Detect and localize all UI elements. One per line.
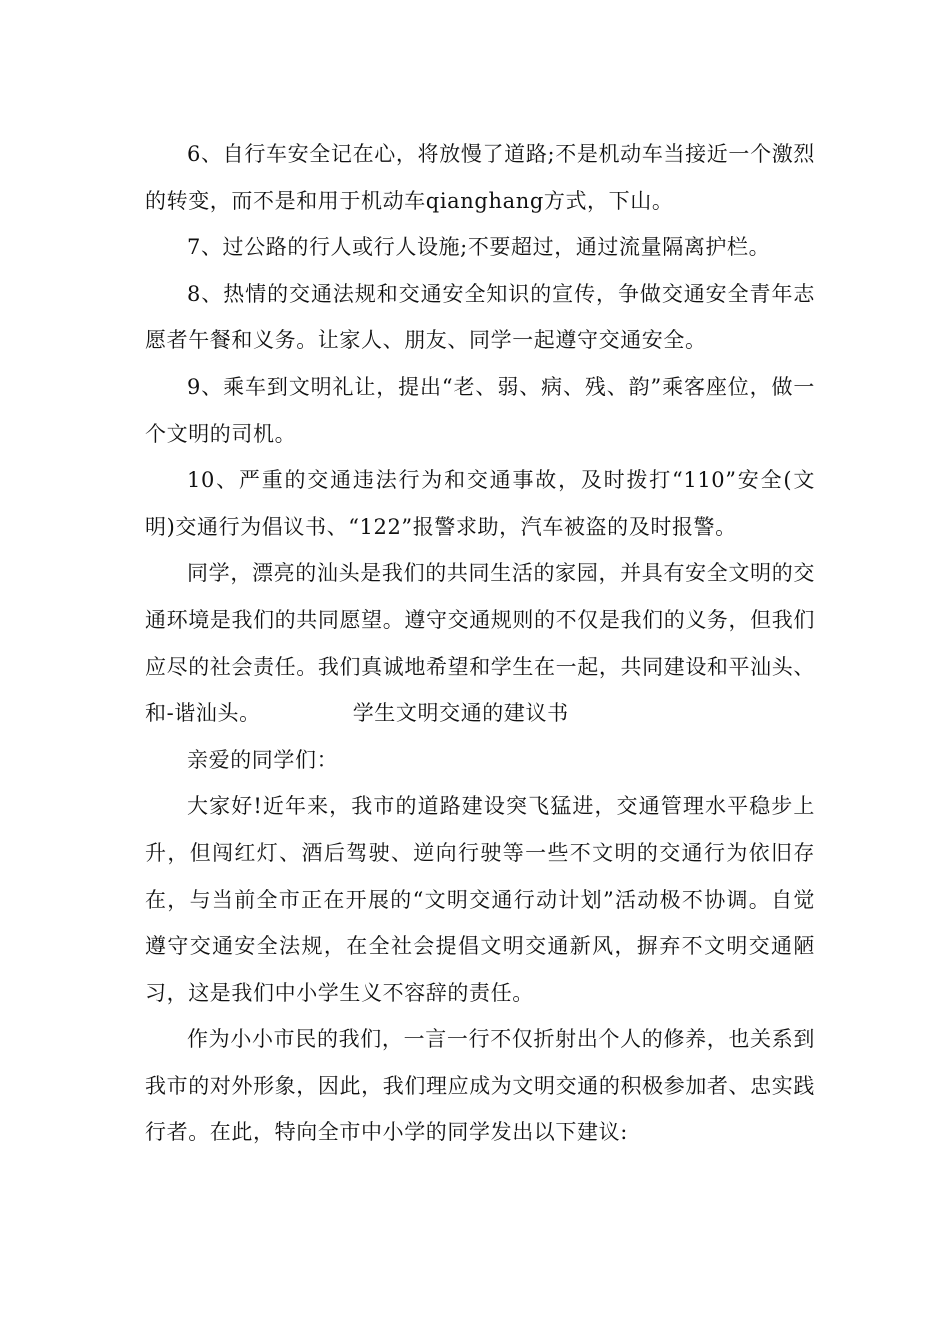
paragraph-item-8: 8、热情的交通法规和交通安全知识的宣传，争做交通安全青年志愿者午餐和义务。让家人、朋友、同学一起遵守交通安全。 bbox=[145, 281, 815, 353]
document-body bbox=[145, 131, 815, 1156]
closing-text: 同学，漂亮的汕头是我们的共同生活的家园，并具有安全文明的交通环境是我们的共同愿望。遵守交通规则的不仅是我们的义务，但我们应尽的社会责任。我们真诚地希望和学生在一起，共同建设和平汕头、和-谐汕头。 bbox=[145, 561, 815, 726]
paragraph-item-10: 10、严重的交通违法行为和交通事故，及时拨打“110”安全(文明)交通行为倡议书、“122”报警求助，汽车被盗的及时报警。 bbox=[145, 468, 815, 539]
body-paragraph-2: 作为小小市民的我们，一言一行不仅折射出个人的修养，也关系到我市的对外形象，因此，我们理应成为文明交通的积极参加者、忠实践行者。在此，特向全市中小学的同学发出以下建议: bbox=[145, 1027, 815, 1145]
paragraph-item-6: 6、自行车安全记在心，将放慢了道路;不是机动车当接近一个激烈的转变，而不是和用于机动车qianghang方式，下山。 bbox=[145, 142, 815, 213]
salutation: 亲爱的同学们： bbox=[187, 747, 339, 772]
inline-title: 学生文明交通的建议书 bbox=[352, 701, 569, 726]
closing-paragraph bbox=[145, 550, 815, 736]
body-paragraph-1: 大家好!近年来，我市的道路建设突飞猛进，交通管理水平稳步上升，但闯红灯、酒后驾驶、逆向行驶等一些不文明的交通行为依旧存在，与当前全市正在开展的“文明交通行动计划”活动极不协调。自觉遵守交通安全法规，在全社会提倡文明交通新风，摒弃不文明交通陋习，这是我们中小学生义不容辞的责任。 bbox=[145, 794, 815, 1005]
paragraph-item-7: 7、过公路的行人或行人设施;不要超过，通过流量隔离护栏。 bbox=[187, 235, 771, 260]
paragraph-item-9: 9、乘车到文明礼让，提出“老、弱、病、残、韵”乘客座位，做一个文明的司机。 bbox=[145, 374, 815, 446]
